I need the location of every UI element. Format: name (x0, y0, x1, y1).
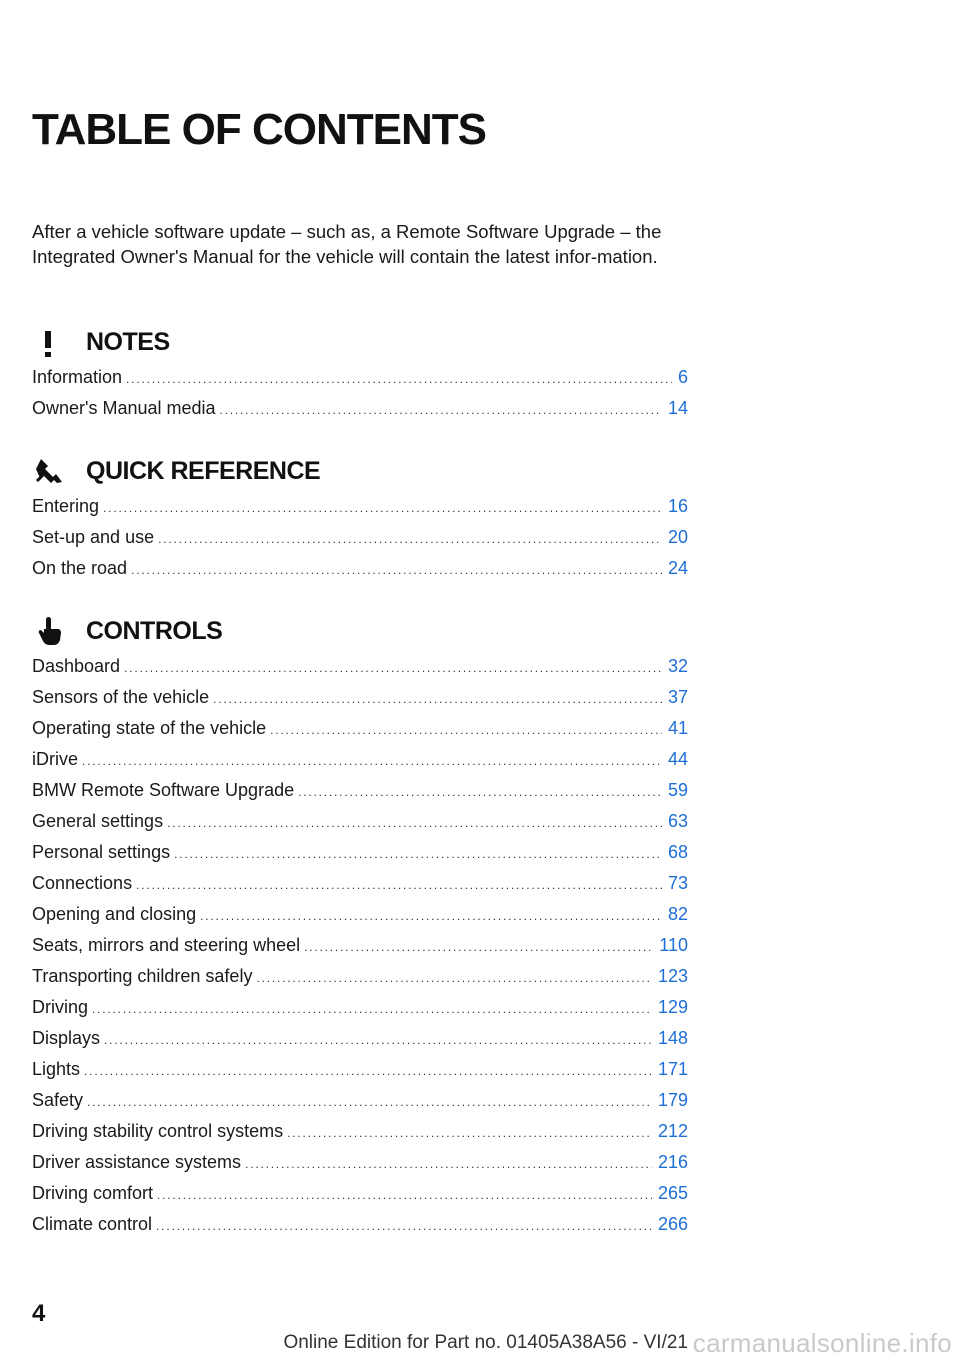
toc-entry[interactable] (32, 491, 688, 522)
toc-page-link[interactable]: 20 (667, 527, 688, 547)
toc-entry-label: Entering (32, 496, 100, 516)
toc-entries (32, 491, 688, 584)
toc-entry[interactable] (32, 992, 688, 1023)
toc-page-link[interactable]: 37 (667, 687, 688, 707)
toc-entry[interactable] (32, 362, 688, 393)
toc-page-link[interactable]: 63 (667, 811, 688, 831)
toc-entry[interactable] (32, 1209, 688, 1240)
page-title: TABLE OF CONTENTS (32, 105, 486, 154)
leader-dots (158, 524, 662, 555)
toc-page-link[interactable]: 59 (667, 780, 688, 800)
toc-entry-label: Driving (32, 997, 89, 1017)
leader-dots (82, 746, 662, 777)
leader-dots (156, 1211, 652, 1242)
toc-entry-label: Driver assistance systems (32, 1152, 242, 1172)
toc-entry-label: iDrive (32, 749, 79, 769)
leader-dots (256, 963, 652, 994)
toc-page-link[interactable]: 73 (667, 873, 688, 893)
toc-page-link[interactable]: 82 (667, 904, 688, 924)
toc-entry-label: General settings (32, 811, 164, 831)
toc-page-link[interactable]: 24 (667, 558, 688, 578)
toc-entry[interactable] (32, 1054, 688, 1085)
toc-page-link[interactable]: 44 (667, 749, 688, 769)
toc-page-link[interactable]: 41 (667, 718, 688, 738)
toc-entry[interactable] (32, 868, 688, 899)
toc-entry-label: Dashboard (32, 656, 121, 676)
leader-dots (287, 1118, 652, 1149)
toc-entry[interactable] (32, 1116, 688, 1147)
toc-entry[interactable] (32, 806, 688, 837)
leader-dots (104, 1025, 652, 1056)
leader-dots (167, 808, 662, 839)
toc-page-link[interactable]: 265 (657, 1183, 688, 1203)
leader-dots (174, 839, 662, 870)
toc-entry-label: Displays (32, 1028, 101, 1048)
leader-dots (245, 1149, 652, 1180)
toc-entry[interactable] (32, 393, 688, 424)
toc-entry[interactable] (32, 682, 688, 713)
toc-page-link[interactable]: 266 (657, 1214, 688, 1234)
section-quick-reference (32, 451, 688, 584)
toc-entry[interactable] (32, 1178, 688, 1209)
toc-entry-label: Personal settings (32, 842, 171, 862)
section-header (32, 322, 688, 362)
toc-page-link[interactable]: 212 (657, 1121, 688, 1141)
footer-edition: Online Edition for Part no. 01405A38A56 - VI/21 (283, 1332, 688, 1353)
toc-entry-label: Connections (32, 873, 133, 893)
leader-dots (270, 715, 662, 746)
toc-page-link[interactable]: 129 (657, 997, 688, 1017)
toc-entries (32, 651, 688, 1240)
toc-entry-label: Information (32, 367, 123, 387)
leader-dots (220, 395, 662, 426)
leader-dots (157, 1180, 652, 1211)
toc-entry[interactable] (32, 553, 688, 584)
toc-entry[interactable] (32, 899, 688, 930)
toc-entry[interactable] (32, 651, 688, 682)
toc-entry-label: Driving comfort (32, 1183, 154, 1203)
page-number: 4 (32, 1300, 46, 1327)
toc-page-link[interactable]: 14 (667, 398, 688, 418)
leader-dots (103, 493, 662, 524)
pointer-hand-icon (32, 455, 66, 487)
leader-dots (92, 994, 652, 1025)
toc-page-link[interactable]: 6 (677, 367, 688, 387)
section-title: QUICK REFERENCE (86, 457, 321, 485)
section-title: NOTES (86, 328, 170, 356)
toc-entry-label: Opening and closing (32, 904, 197, 924)
section-header (32, 611, 688, 651)
toc-page-link[interactable]: 32 (667, 656, 688, 676)
section-title: CONTROLS (86, 617, 223, 645)
leader-dots (136, 870, 662, 901)
toc-entry-label: On the road (32, 558, 128, 578)
toc-entry-label: Climate control (32, 1214, 153, 1234)
toc-entry[interactable] (32, 1085, 688, 1116)
toc-entry-label: Seats, mirrors and steering wheel (32, 935, 301, 955)
toc-entry[interactable] (32, 775, 688, 806)
toc-entry[interactable] (32, 1023, 688, 1054)
toc-page-link[interactable]: 171 (657, 1059, 688, 1079)
watermark: carmanualsonline.info (692, 1328, 952, 1358)
leader-dots (124, 653, 662, 684)
toc-page-link[interactable]: 216 (657, 1152, 688, 1172)
toc-page-link[interactable]: 148 (657, 1028, 688, 1048)
toc-entry-label: Owner's Manual media (32, 398, 216, 418)
toc-entry-label: Transporting children safely (32, 966, 253, 986)
toc-page-link[interactable]: 123 (657, 966, 688, 986)
toc-entry-label: Sensors of the vehicle (32, 687, 210, 707)
intro-text: After a vehicle software update – such as, a Remote Software Upgrade – the Integrated Owner's Manual for the vehicle will contain the latest infor-mation. (32, 221, 662, 267)
toc-entry-label: Safety (32, 1090, 84, 1110)
toc-page-link[interactable]: 68 (667, 842, 688, 862)
toc-entry[interactable] (32, 1147, 688, 1178)
section-controls (32, 611, 688, 1240)
toc-entry[interactable] (32, 930, 688, 961)
toc-entries (32, 362, 688, 424)
toc-page-link[interactable]: 16 (667, 496, 688, 516)
toc-entry[interactable] (32, 837, 688, 868)
toc-entry-label: BMW Remote Software Upgrade (32, 780, 295, 800)
toc-entry[interactable] (32, 744, 688, 775)
toc-entry-label: Lights (32, 1059, 81, 1079)
toc-entry[interactable] (32, 961, 688, 992)
leader-dots (126, 364, 672, 395)
finger-press-icon (32, 615, 66, 647)
leader-dots (213, 684, 662, 715)
leader-dots (304, 932, 653, 963)
leader-dots (200, 901, 662, 932)
leader-dots (87, 1087, 652, 1118)
leader-dots (298, 777, 662, 808)
toc-entry-label: Operating state of the vehicle (32, 718, 267, 738)
toc-page-link[interactable]: 179 (657, 1090, 688, 1110)
section-header (32, 451, 688, 491)
toc-page-link[interactable]: 110 (659, 935, 688, 955)
section-notes (32, 322, 688, 424)
toc-entry-label: Set-up and use (32, 527, 155, 547)
toc-entry[interactable] (32, 522, 688, 553)
toc-entry[interactable] (32, 713, 688, 744)
leader-dots (131, 555, 662, 586)
leader-dots (84, 1056, 652, 1087)
exclamation-icon (32, 326, 66, 358)
toc-entry-label: Driving stability control systems (32, 1121, 284, 1141)
